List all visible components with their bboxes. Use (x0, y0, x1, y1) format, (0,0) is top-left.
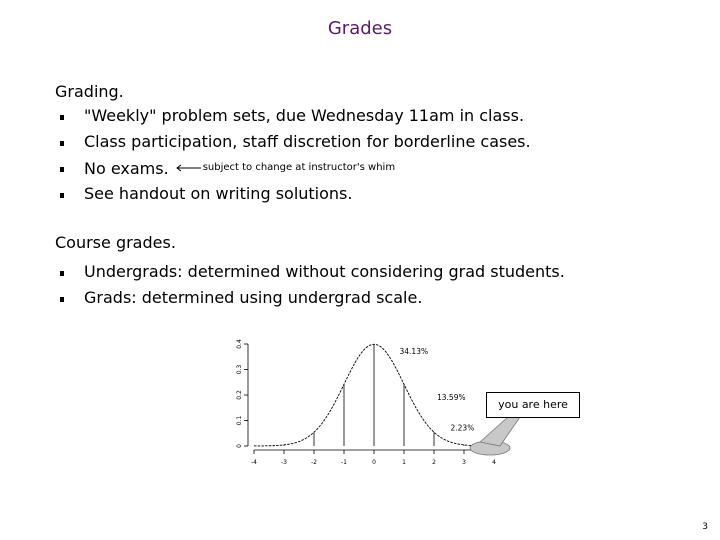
y-tick-label: 0.4 (236, 339, 243, 349)
course-heading: Course grades. (55, 233, 176, 252)
bullet-icon (60, 115, 64, 120)
x-tick-label: 2 (432, 459, 436, 466)
list-item: Grads: determined using undergrad scale. (58, 285, 565, 311)
page-number: 3 (702, 522, 708, 532)
bullet-icon (60, 167, 64, 172)
grading-list (58, 103, 531, 207)
percent-label: 13.59% (437, 393, 466, 403)
grading-heading: Grading. (55, 82, 124, 101)
y-tick-label: 0.2 (236, 390, 243, 400)
x-tick-label: 1 (402, 459, 406, 466)
course-list (58, 259, 565, 311)
x-tick-label: -3 (281, 459, 287, 466)
x-tick-label: -1 (341, 459, 347, 466)
left-arrow-icon (175, 164, 201, 172)
bullet-icon (60, 297, 64, 302)
percent-label: 2.23% (450, 423, 475, 433)
list-item: Undergrads: determined without considering grad students. (58, 259, 565, 285)
bullet-icon (60, 141, 64, 146)
side-note: subject to change at instructor's whim (202, 162, 396, 173)
list-item: See handout on writing solutions. (58, 181, 531, 207)
y-tick-label: 0.3 (236, 364, 243, 375)
x-tick-label: 4 (492, 459, 496, 466)
list-item: "Weekly" problem sets, due Wednesday 11am in class. (58, 103, 531, 129)
page-title: Grades (327, 18, 393, 39)
list-item: Class participation, staff discretion for borderline cases. (58, 129, 531, 155)
x-tick-label: 3 (462, 459, 466, 466)
normal-distribution-chart (228, 336, 508, 472)
bullet-icon (60, 193, 64, 198)
y-tick-label: 0 (236, 444, 243, 448)
y-tick-label: 0.1 (236, 415, 243, 426)
x-tick-label: -4 (251, 459, 257, 466)
you-are-here-callout: you are here (486, 392, 580, 418)
percent-label: 34.13% (399, 347, 429, 357)
x-tick-label: 0 (372, 459, 376, 466)
bullet-icon (60, 271, 64, 276)
x-tick-label: -2 (311, 459, 317, 466)
list-item: No exams. $^{subject to change at instructor's whim}$ (58, 155, 531, 181)
